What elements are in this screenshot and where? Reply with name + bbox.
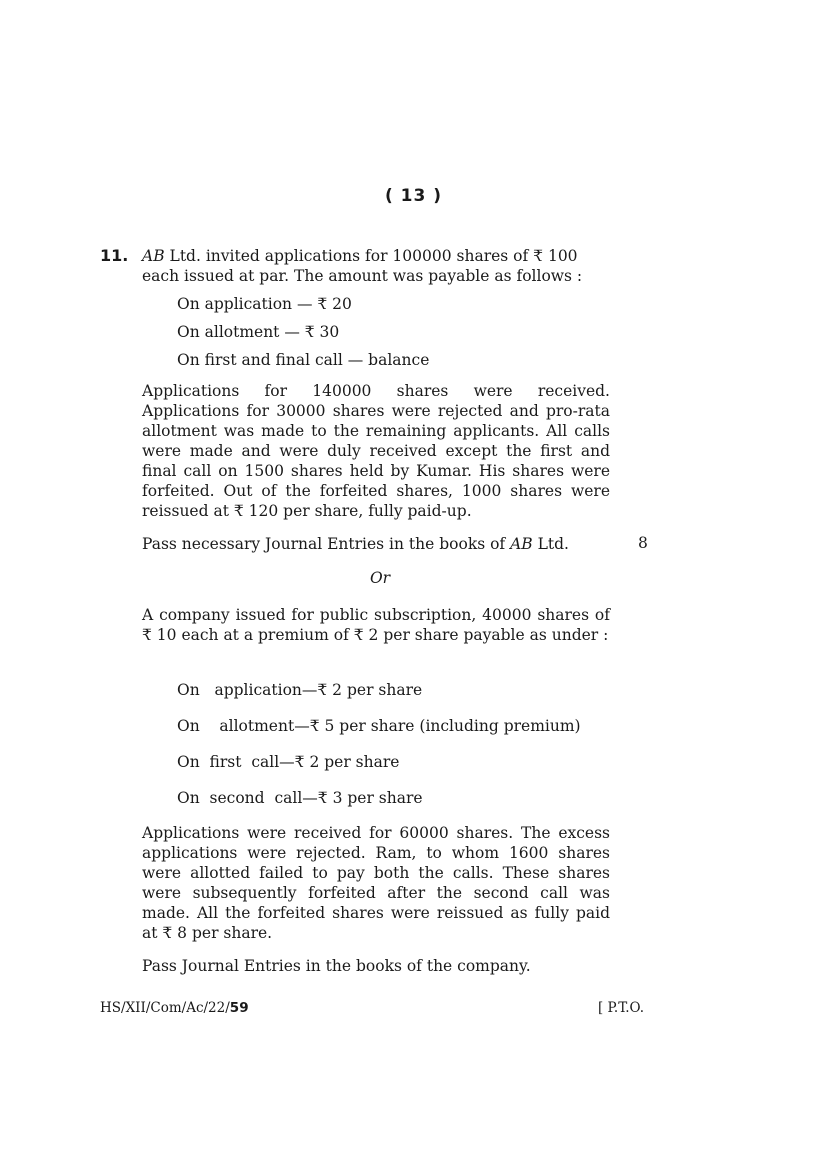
alternative-instruction: Pass Journal Entries in the books of the company. [142, 957, 531, 975]
alternative-paragraph: Applications were received for 60000 shares. The excess applications were rejected. Ram, to whom 1600 shares were allotted failed to pay both the calls. These shares were subsequently forfeited after the second call was made. All the forfeited shares were reissued as fully paid at ₹ 8 per share. [142, 824, 610, 942]
company-name: AB [142, 247, 165, 265]
payment-final-call: On first and final call — balance [177, 351, 430, 369]
question-intro-line-2: each issued at par. The amount was payable as follows : [142, 267, 583, 285]
footer-code [100, 1000, 249, 1016]
payment-application: On application — ₹ 20 [177, 295, 352, 313]
page-number: ( 13 ) [384, 186, 443, 206]
alt-payment-first-call: On first call—₹ 2 per share [177, 753, 400, 771]
footer-code-bold: 59 [229, 1000, 249, 1016]
alt-payment-second-call: On second call—₹ 3 per share [177, 789, 423, 807]
question-paragraph: Applications for 140000 shares were received. Applications for 30000 shares were rejected and pro-rata allotment was made to the remaining applicants. All calls were made and were duly received except the first and final call on 1500 shares held by Kumar. His shares were forfeited. Out of the forfeited shares, 1000 shares were reissued at ₹ 120 per share, fully paid-up. [142, 382, 610, 520]
question-intro-text: Ltd. invited applications for 100000 shares of ₹ 100 [164, 247, 578, 265]
footer-code-prefix: HS/XII/Com/Ac/22/ [100, 1000, 230, 1016]
alternative-intro: A company issued for public subscription, 40000 shares of ₹ 10 each at a premium of ₹ 2 per share payable as under : [142, 606, 610, 644]
footer-pto: [ P.T.O. [598, 1000, 645, 1016]
or-separator: Or [369, 569, 391, 587]
question-intro-line-1 [142, 246, 578, 266]
instruction-suffix: Ltd. [532, 535, 569, 553]
alt-payment-allotment: On allotment—₹ 5 per share (including premium) [177, 717, 581, 735]
alt-payment-application: On application—₹ 2 per share [177, 681, 423, 699]
instruction-company: AB [510, 535, 533, 553]
question-instruction [142, 534, 569, 554]
marks: 8 [638, 534, 648, 552]
payment-allotment: On allotment — ₹ 30 [177, 323, 340, 341]
question-number: 11. [100, 246, 129, 265]
instruction-prefix: Pass necessary Journal Entries in the books of [142, 535, 511, 553]
